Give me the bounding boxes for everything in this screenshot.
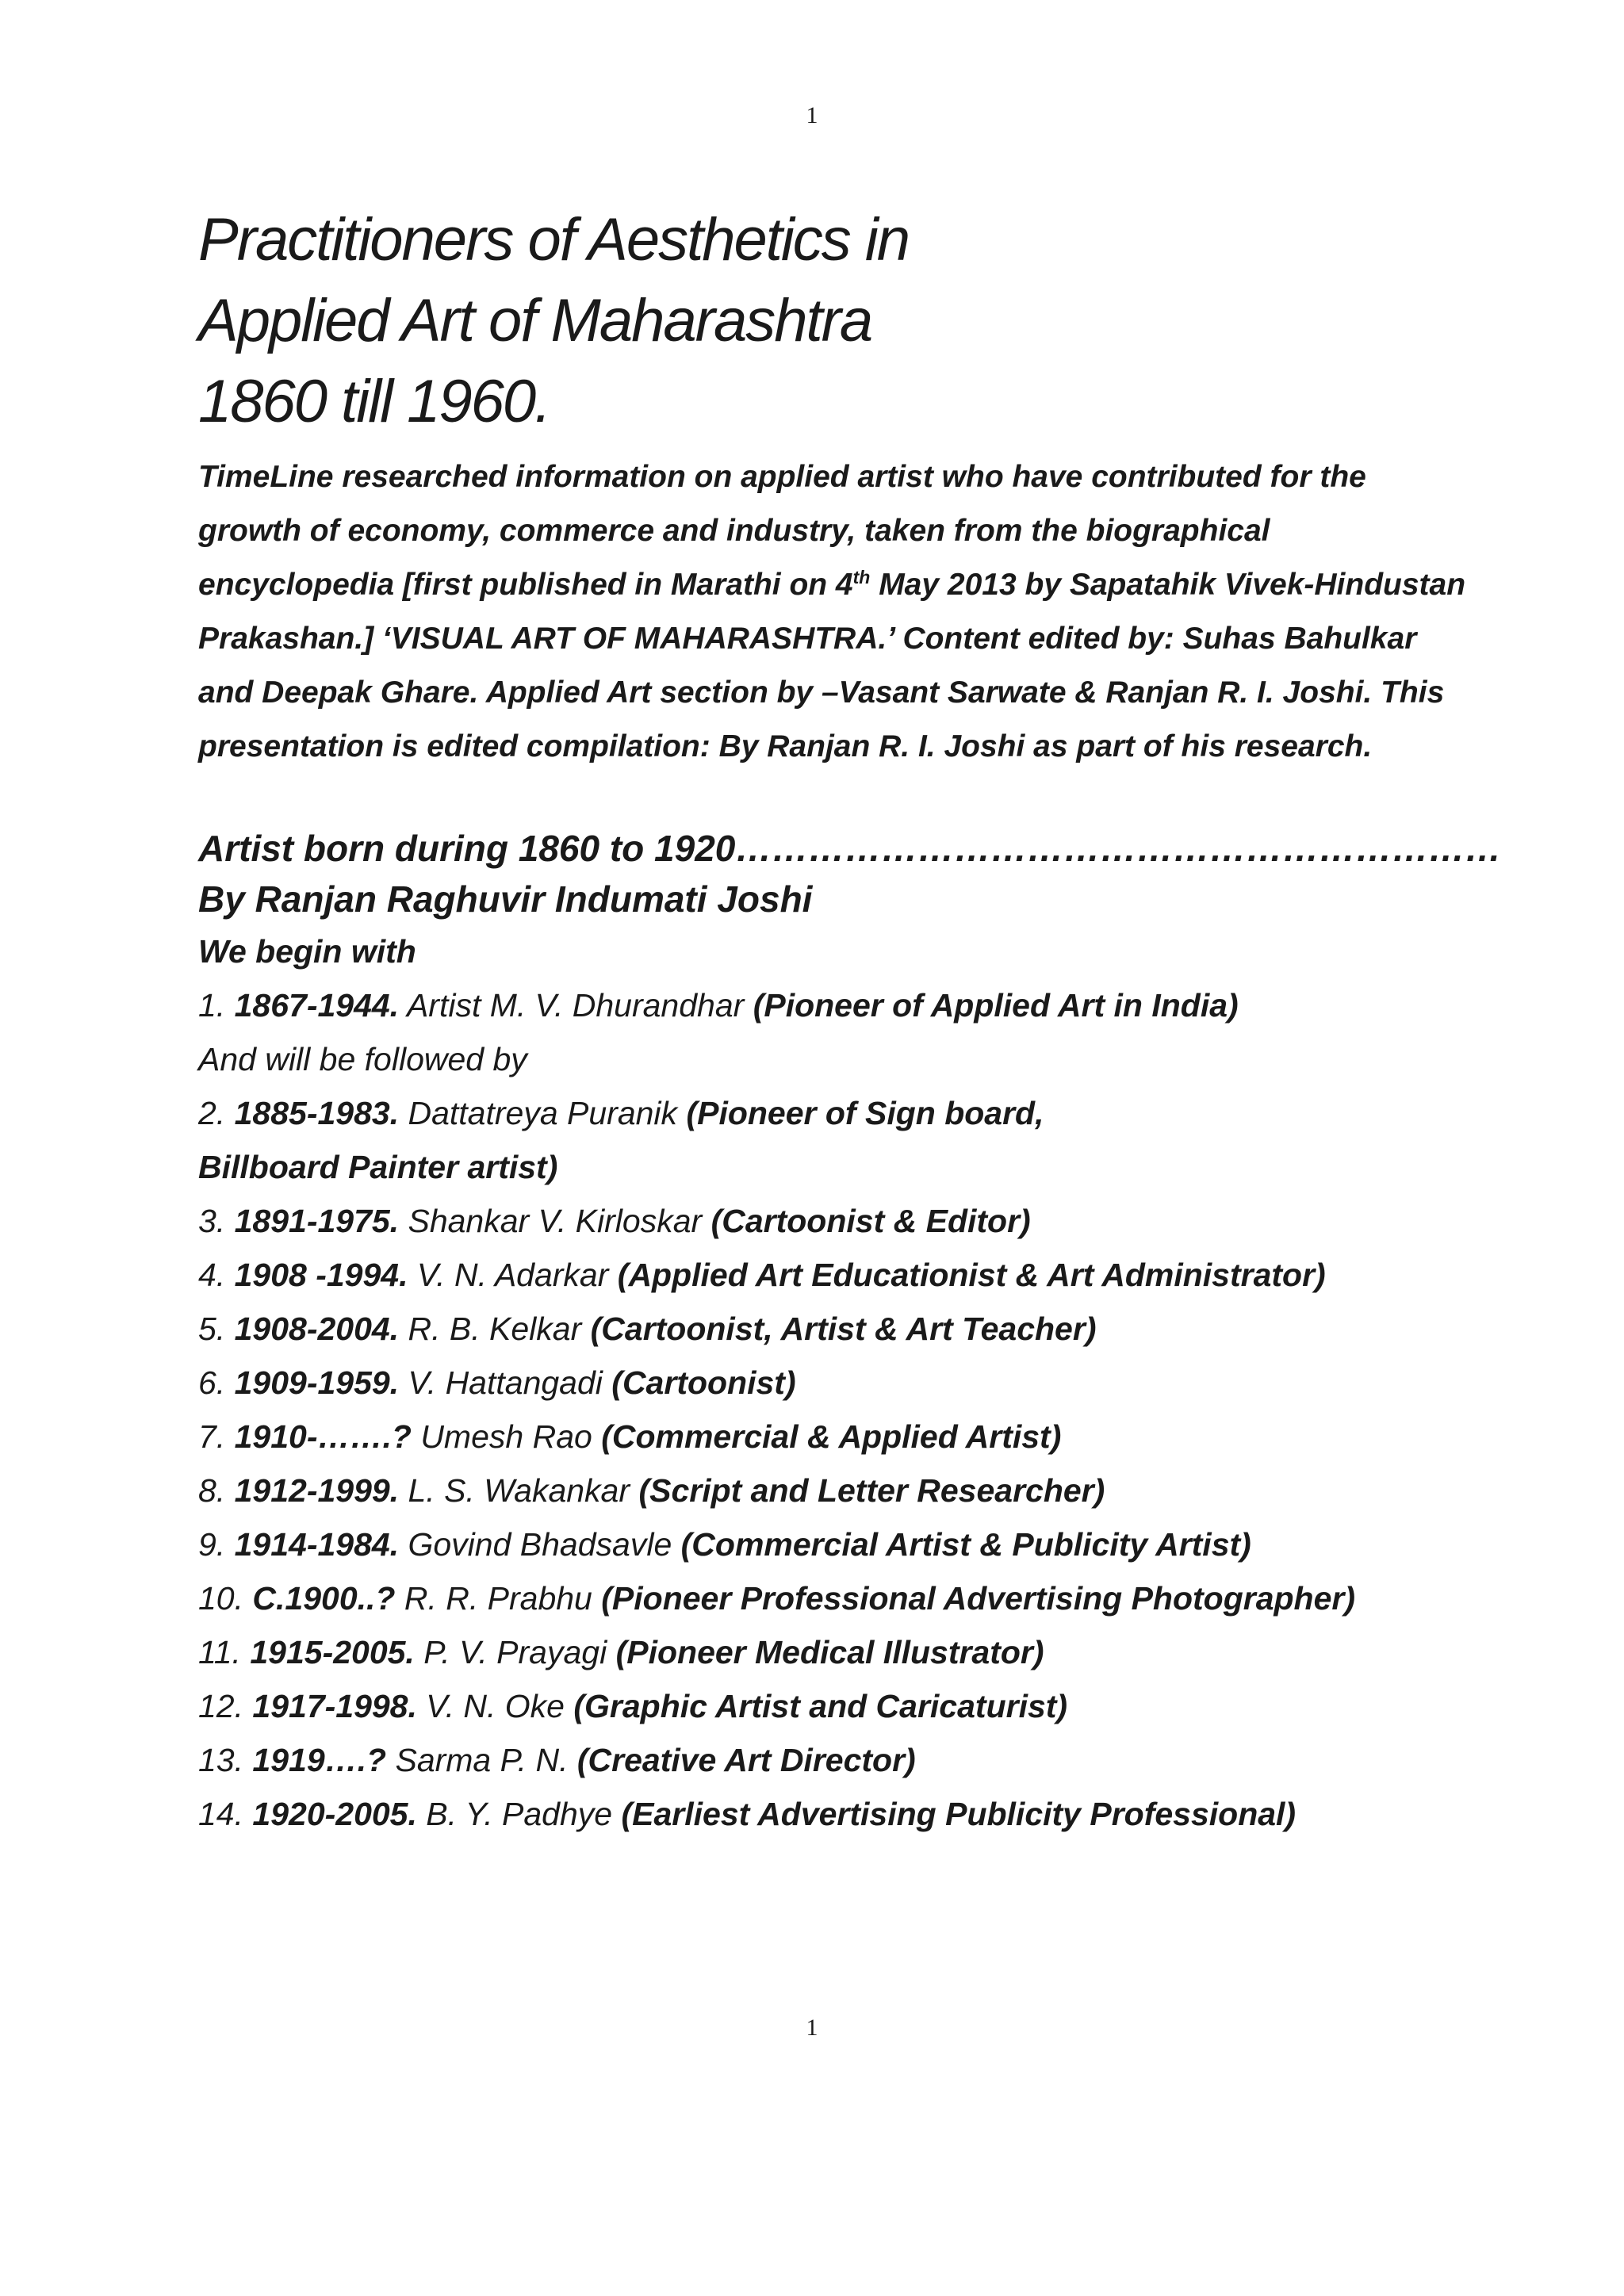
list-item-continued: Billboard Painter artist) (198, 1149, 558, 1185)
item-name: V. N. Adarkar (416, 1257, 609, 1293)
item-role: (Creative Art Director) (576, 1742, 916, 1778)
item-role: (Cartoonist) (611, 1364, 796, 1401)
item-number: 2. (198, 1095, 226, 1131)
item-years: 1917-1998. (252, 1688, 417, 1724)
title-line: Applied Art of Maharashtra (198, 287, 872, 354)
item-number: 14. (198, 1796, 243, 1832)
list-item (198, 1571, 1467, 1625)
item-years: 1885-1983. (234, 1095, 400, 1131)
list-item (198, 1302, 1467, 1356)
item-number: 1. (198, 987, 226, 1024)
item-years: C.1900..? (252, 1580, 396, 1617)
list-item (198, 1248, 1467, 1302)
item-number: 13. (198, 1742, 243, 1778)
item-role: (Cartoonist, Artist & Art Teacher) (590, 1311, 1097, 1347)
item-name: V. N. Oke (426, 1688, 565, 1724)
intro-superscript: th (852, 567, 871, 587)
item-role: (Cartoonist & Editor) (710, 1203, 1031, 1239)
item-name: Dattatreya Puranik (408, 1095, 678, 1131)
title-line: 1860 till 1960. (198, 368, 550, 435)
item-years: 1914-1984. (234, 1526, 400, 1563)
item-role: (Commercial & Applied Artist) (601, 1418, 1062, 1455)
intro-paragraph (198, 450, 1467, 774)
item-years: 1909-1959. (234, 1364, 400, 1401)
list-item (198, 1787, 1467, 1841)
section-heading: Artist born during 1860 to 1920……………………………………………………… (198, 828, 1502, 869)
list-item (198, 1464, 1467, 1517)
page-number-bottom: 1 (806, 2015, 818, 2041)
item-name: Shankar V. Kirloskar (408, 1203, 703, 1239)
item-years: 1908 -1994. (234, 1257, 408, 1293)
author-byline: By Ranjan Raghuvir Indumati Joshi (198, 878, 813, 920)
item-role: (Script and Letter Researcher) (638, 1472, 1105, 1509)
list-item (198, 1194, 1467, 1248)
item-role: (Pioneer Medical Illustrator) (615, 1634, 1044, 1670)
item-role: (Pioneer of Sign board, (686, 1095, 1044, 1131)
item-years: 1910-…….? (234, 1418, 412, 1455)
item-years: 1908-2004. (234, 1311, 400, 1347)
item-number: 10. (198, 1580, 243, 1617)
item-name: R. R. Prabhu (404, 1580, 592, 1617)
begin-text: We begin with (198, 933, 416, 970)
list-item (198, 1356, 1467, 1410)
item-name: Govind Bhadsavle (408, 1526, 672, 1563)
item-role: (Applied Art Educationist & Art Administrator) (617, 1257, 1326, 1293)
list-item (198, 1086, 1467, 1140)
item-number: 4. (198, 1257, 226, 1293)
list-item (198, 1517, 1467, 1571)
item-number: 8. (198, 1472, 226, 1509)
document-body (198, 200, 1502, 1841)
item-name: Sarma P. N. (395, 1742, 569, 1778)
list-item (198, 1410, 1467, 1464)
item-name: Umesh Rao (420, 1418, 592, 1455)
item-number: 3. (198, 1203, 226, 1239)
item-years: 1867-1944. (234, 987, 400, 1024)
intro-text: TimeLine researched information on applied artist who have contributed for the growth of economy, commerce and industry, taken from the biographical encyclopedia [first published in Marathi on 4 (198, 460, 1366, 602)
item-number: 5. (198, 1311, 226, 1347)
list-item (198, 1679, 1467, 1733)
item-years: 1912-1999. (234, 1472, 400, 1509)
item-name: L. S. Wakankar (408, 1472, 630, 1509)
item-role: (Pioneer of Applied Art in India) (753, 987, 1239, 1024)
item-name: V. Hattangadi (408, 1364, 603, 1401)
item-years: 1915-2005. (250, 1634, 415, 1670)
artist-list (198, 978, 1467, 1841)
item-name: B. Y. Padhye (426, 1796, 613, 1832)
list-item (198, 1733, 1467, 1787)
list-item (198, 1625, 1467, 1679)
item-name: R. B. Kelkar (408, 1311, 582, 1347)
item-name: P. V. Prayagi (423, 1634, 607, 1670)
item-role: (Pioneer Professional Advertising Photographer) (601, 1580, 1356, 1617)
list-item (198, 978, 1467, 1032)
document-title (198, 200, 1467, 442)
item-number: 9. (198, 1526, 226, 1563)
item-number: 11. (198, 1634, 241, 1670)
item-role: (Earliest Advertising Publicity Professional) (621, 1796, 1297, 1832)
item-role: (Graphic Artist and Caricaturist) (573, 1688, 1068, 1724)
page-number-top: 1 (806, 102, 818, 128)
item-number: 6. (198, 1364, 226, 1401)
item-years: 1919….? (252, 1742, 387, 1778)
item-number: 12. (198, 1688, 243, 1724)
title-line: Practitioners of Aesthetics in (198, 206, 910, 274)
item-name: Artist M. V. Dhurandhar (406, 987, 745, 1024)
item-years: 1920-2005. (252, 1796, 417, 1832)
item-role: (Commercial Artist & Publicity Artist) (680, 1526, 1251, 1563)
item-years: 1891-1975. (234, 1203, 400, 1239)
followed-text: And will be followed by (198, 1041, 527, 1077)
item-number: 7. (198, 1418, 226, 1455)
intro-text-continued: May 2013 by Sapatahik Vivek-Hindustan Prakashan.] ‘VISUAL ART OF MAHARASHTRA.’ Content edited by: Suhas Bahulkar and Deepak Ghare. Applied Art section by –Vasant Sarwate & Ranjan R. I. Joshi. This presentation is edited compilation: By Ranjan R. I. Joshi as part of his research. (198, 568, 1466, 763)
